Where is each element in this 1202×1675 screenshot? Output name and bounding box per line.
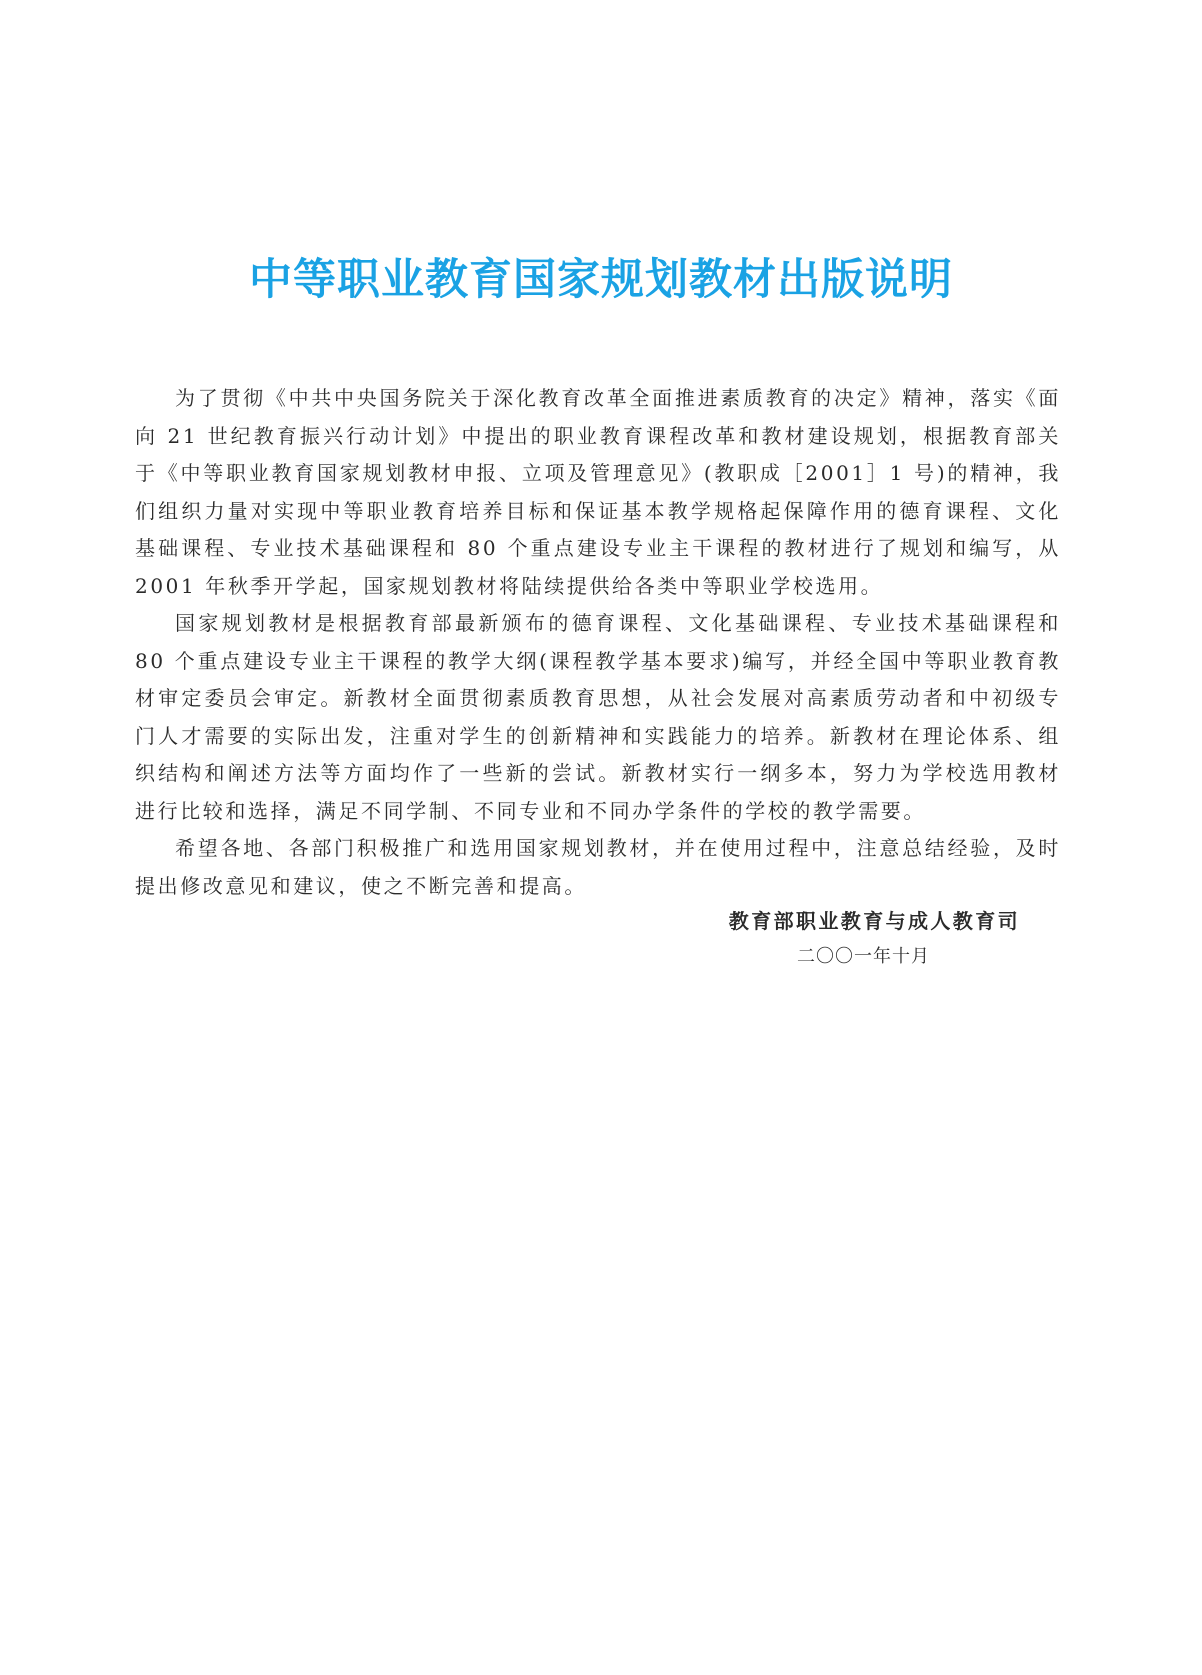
paragraph-2: 国家规划教材是根据教育部最新颁布的德育课程、文化基础课程、专业技术基础课程和 80 个重点建设专业主干课程的教学大纲(课程教学基本要求)编写，并经全国中等职业教育教材审定委员会审定。新教材全面贯彻素质教育思想，从社会发展对高素质劳动者和中初级专门人才需要的实际出发，注重对学生的创新精神和实践能力的培养。新教材在理论体系、组织结构和阐述方法等方面均作了一些新的尝试。新教材实行一纲多本，努力为学校选用教材进行比较和选择，满足不同学制、不同专业和不同办学条件的学校的教学需要。	[135, 611, 1061, 823]
signature-date: 二〇〇一年十月	[797, 946, 930, 967]
signature-block	[600, 905, 1020, 973]
page-title: 中等职业教育国家规划教材出版说明	[249, 255, 953, 305]
signature-org: 教育部职业教育与成人教育司	[728, 909, 1020, 933]
document-body	[135, 380, 1061, 905]
paragraph-3: 希望各地、各部门积极推广和选用国家规划教材，并在使用过程中，注意总结经验，及时提出修改意见和建议，使之不断完善和提高。	[135, 836, 1061, 898]
paragraph-1: 为了贯彻《中共中央国务院关于深化教育改革全面推进素质教育的决定》精神，落实《面向 21 世纪教育振兴行动计划》中提出的职业教育课程改革和教材建设规划，根据教育部关于《中等职业教育国家规划教材申报、立项及管理意见》(教职成［2001］1 号)的精神，我们组织力量对实现中等职业教育培养目标和保证基本教学规格起保障作用的德育课程、文化基础课程、专业技术基础课程和 80 个重点建设专业主干课程的教材进行了规划和编写，从 2001 年秋季开学起，国家规划教材将陆续提供给各类中等职业学校选用。	[135, 386, 1061, 598]
